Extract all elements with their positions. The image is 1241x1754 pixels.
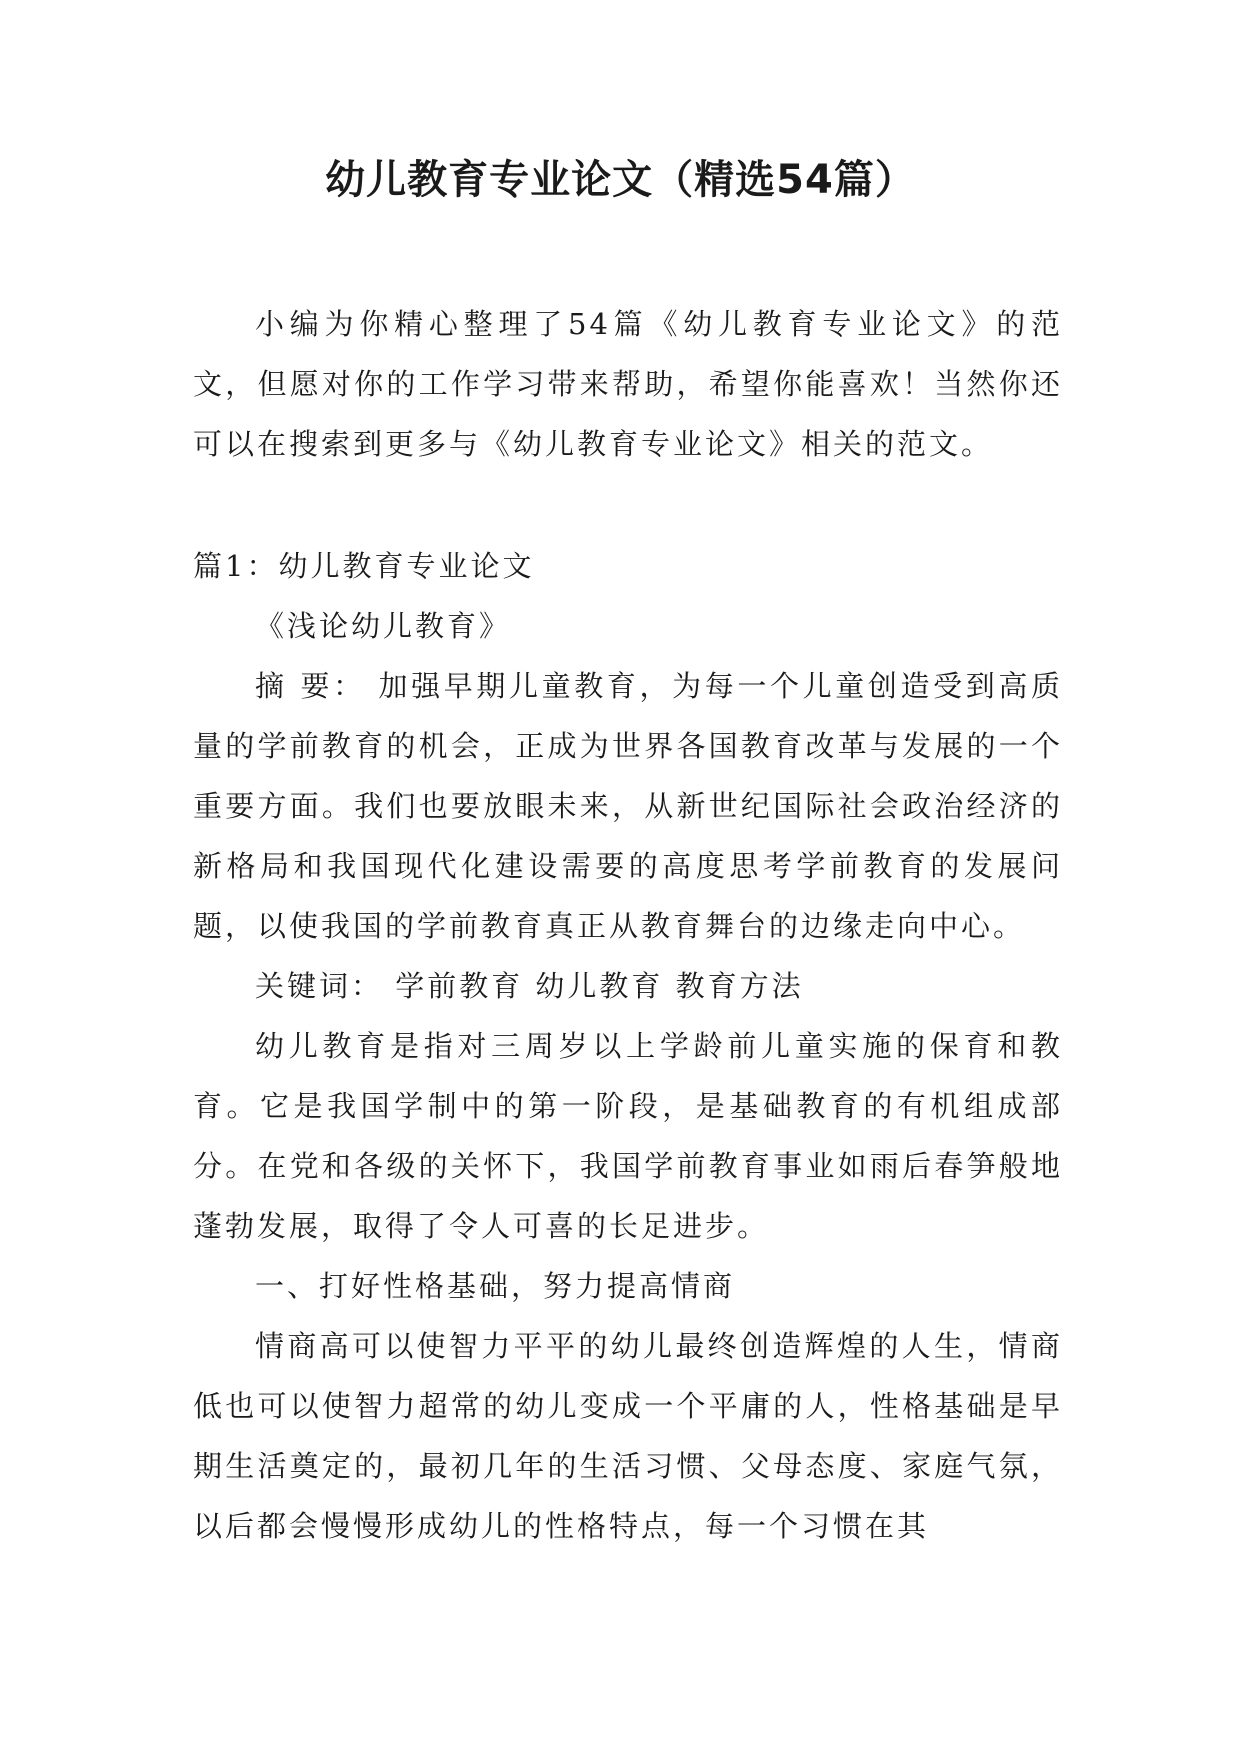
section-heading: 篇1：幼儿教育专业论文 — [193, 549, 535, 583]
abstract-paragraph: 摘 要： 加强早期儿童教育，为每一个儿童创造受到高质量的学前教育的机会，正成为世界各国教育改革与发展的一个重要方面。我们也要放眼未来，从新世纪国际社会政治经济的新格局和我国现代化建设需要的高度思考学前教育的发展问题，以使我国的学前教育真正从教育舞台的边缘走向中心。 — [193, 669, 1063, 943]
intro-paragraph: 小编为你精心整理了54篇《幼儿教育专业论文》的范文，但愿对你的工作学习带来帮助，希望你能喜欢！当然你还可以在搜索到更多与《幼儿教育专业论文》相关的范文。 — [193, 307, 1063, 461]
body-paragraph-2: 情商高可以使智力平平的幼儿最终创造辉煌的人生，情商低也可以使智力超常的幼儿变成一个平庸的人，性格基础是早期生活奠定的，最初几年的生活习惯、父母态度、家庭气氛，以后都会慢慢形成幼儿的性格特点，每一个习惯在其 — [193, 1329, 1063, 1543]
body-paragraph-1: 幼儿教育是指对三周岁以上学龄前儿童实施的保育和教育。它是我国学制中的第一阶段，是基础教育的有机组成部分。在党和各级的关怀下，我国学前教育事业如雨后春笋般地蓬勃发展，取得了令人可喜的长足进步。 — [193, 1029, 1063, 1243]
document-title: 幼儿教育专业论文（精选54篇） — [325, 157, 916, 203]
keywords-line: 关键词： 学前教育 幼儿教育 教育方法 — [255, 969, 804, 1003]
document-body — [193, 294, 1063, 1556]
article-title: 《浅论幼儿教育》 — [255, 609, 512, 643]
subheading-1: 一、打好性格基础，努力提高情商 — [255, 1269, 736, 1303]
